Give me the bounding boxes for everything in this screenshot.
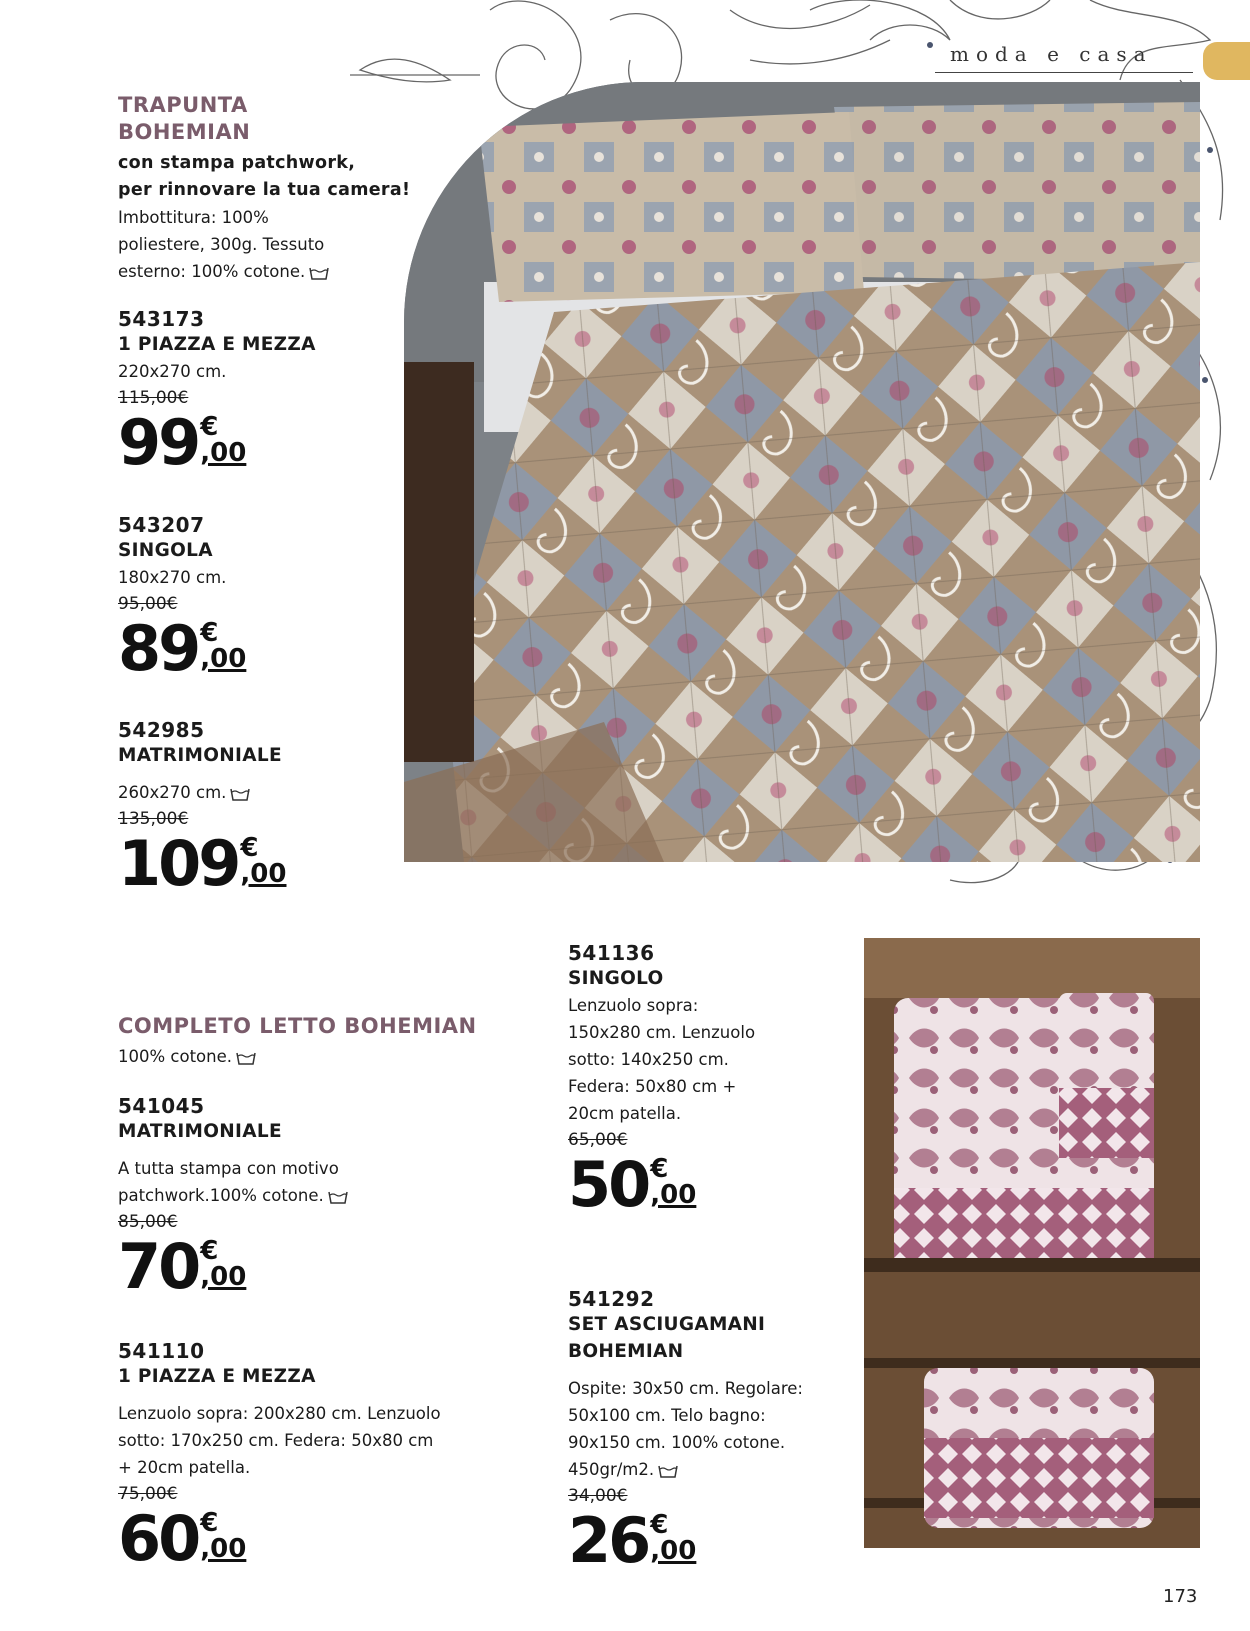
product-desc-line1: Lenzuolo sopra: <box>568 996 699 1015</box>
old-price: 85,00€ <box>118 1212 178 1232</box>
trapunta-title <box>118 92 250 146</box>
product-name-line1: SET ASCIUGAMANI <box>568 1314 766 1335</box>
wash-icon <box>309 266 329 280</box>
wash-icon <box>236 1051 256 1065</box>
price <box>568 1148 755 1221</box>
currency-symbol: € <box>650 1510 669 1540</box>
product-code: 541136 <box>568 941 655 965</box>
price-decimal: ,00 <box>200 1534 247 1564</box>
old-price: 95,00€ <box>118 594 178 614</box>
product-size: 260x270 cm. <box>118 783 227 802</box>
completo-title: COMPLETO LETTO BOHEMIAN <box>118 1014 477 1038</box>
product-code: 541045 <box>118 1094 205 1118</box>
product-code: 542985 <box>118 718 205 742</box>
old-price: 75,00€ <box>118 1484 178 1504</box>
price <box>118 1230 348 1303</box>
price-integer: 89 <box>118 612 199 685</box>
product-desc-line2: patchwork.100% cotone. <box>118 1186 324 1205</box>
currency-symbol: € <box>200 618 219 648</box>
price-integer: 60 <box>118 1502 199 1575</box>
product-desc-line4: Federa: 50x80 cm + <box>568 1077 737 1096</box>
product-541045 <box>118 1094 348 1303</box>
product-code: 543207 <box>118 513 205 537</box>
product-542985 <box>118 718 287 900</box>
price <box>118 612 247 685</box>
product-code: 541292 <box>568 1287 655 1311</box>
product-name: MATRIMONIALE <box>118 1121 282 1142</box>
price-decimal: ,00 <box>200 1262 247 1292</box>
product-541136 <box>568 941 756 1221</box>
product-desc-line3: + 20cm patella. <box>118 1458 251 1477</box>
product-code: 543173 <box>118 307 205 331</box>
price-decimal: ,00 <box>650 1180 697 1210</box>
product-code: 541110 <box>118 1339 205 1363</box>
currency-symbol: € <box>200 412 219 442</box>
product-desc-line2: sotto: 170x250 cm. Federa: 50x80 cm <box>118 1431 434 1450</box>
currency-symbol: € <box>200 1236 219 1266</box>
old-price: 135,00€ <box>118 809 189 829</box>
currency-symbol: € <box>650 1154 669 1184</box>
trapunta-desc-line1: Imbottitura: 100% <box>118 208 269 227</box>
towels-photo <box>864 938 1200 1548</box>
product-name-line2: BOHEMIAN <box>568 1341 684 1362</box>
quilted-bedspread <box>404 82 1200 862</box>
trapunta-desc-line3: esterno: 100% cotone. <box>118 262 306 281</box>
price <box>118 827 287 900</box>
product-desc-line4: 450gr/m2. <box>568 1460 655 1479</box>
product-541292 <box>568 1287 803 1577</box>
page-number: 173 <box>1163 1586 1198 1607</box>
product-desc-line1: Lenzuolo sopra: 200x280 cm. Lenzuolo <box>118 1404 441 1423</box>
product-name: MATRIMONIALE <box>118 745 282 766</box>
section-tab <box>1203 42 1250 80</box>
product-size: 220x270 cm. <box>118 362 227 381</box>
price-decimal: ,00 <box>650 1536 697 1566</box>
product-desc-line2: 150x280 cm. Lenzuolo <box>568 1023 756 1042</box>
product-desc-line5: 20cm patella. <box>568 1104 682 1123</box>
currency-symbol: € <box>240 833 259 863</box>
section-header: moda e casa <box>950 42 1153 66</box>
trapunta-subtitle-line1: con stampa patchwork, <box>118 153 356 173</box>
trapunta-title-line1: TRAPUNTA <box>118 93 248 117</box>
product-desc-line1: Ospite: 30x50 cm. Regolare: <box>568 1379 803 1398</box>
price-integer: 50 <box>568 1148 649 1221</box>
product-desc-line3: sotto: 140x250 cm. <box>568 1050 729 1069</box>
bed-photo <box>404 82 1200 862</box>
product-desc-line1: A tutta stampa con motivo <box>118 1159 339 1178</box>
price-integer: 26 <box>568 1504 649 1577</box>
trapunta-desc-line2: poliestere, 300g. Tessuto <box>118 235 325 254</box>
price <box>568 1504 803 1577</box>
price-integer: 109 <box>118 827 239 900</box>
product-543173 <box>118 307 316 479</box>
product-name: 1 PIAZZA E MEZZA <box>118 1366 316 1387</box>
old-price: 65,00€ <box>568 1130 628 1150</box>
product-name: 1 PIAZZA E MEZZA <box>118 334 316 355</box>
old-price: 115,00€ <box>118 388 189 408</box>
product-543207 <box>118 513 247 685</box>
trapunta-title-line2: BOHEMIAN <box>118 120 251 144</box>
product-541110 <box>118 1339 441 1575</box>
product-desc-line3: 90x150 cm. 100% cotone. <box>568 1433 786 1452</box>
wash-icon <box>658 1464 678 1478</box>
completo-material-text: 100% cotone. <box>118 1047 233 1066</box>
trapunta-subtitle-line2: per rinnovare la tua camera! <box>118 180 411 200</box>
header-divider <box>935 72 1193 73</box>
price-decimal: ,00 <box>240 859 287 889</box>
old-price: 34,00€ <box>568 1486 628 1506</box>
price <box>118 406 316 479</box>
price-decimal: ,00 <box>200 438 247 468</box>
product-name: SINGOLA <box>118 540 213 561</box>
wash-icon <box>230 787 250 801</box>
price <box>118 1502 441 1575</box>
product-size: 180x270 cm. <box>118 568 227 587</box>
price-decimal: ,00 <box>200 644 247 674</box>
price-integer: 70 <box>118 1230 199 1303</box>
price-integer: 99 <box>118 406 199 479</box>
wash-icon <box>328 1190 348 1204</box>
trapunta-description <box>118 150 418 285</box>
currency-symbol: € <box>200 1508 219 1538</box>
product-name: SINGOLO <box>568 968 664 989</box>
product-desc-line2: 50x100 cm. Telo bagno: <box>568 1406 766 1425</box>
completo-material <box>118 1043 256 1070</box>
